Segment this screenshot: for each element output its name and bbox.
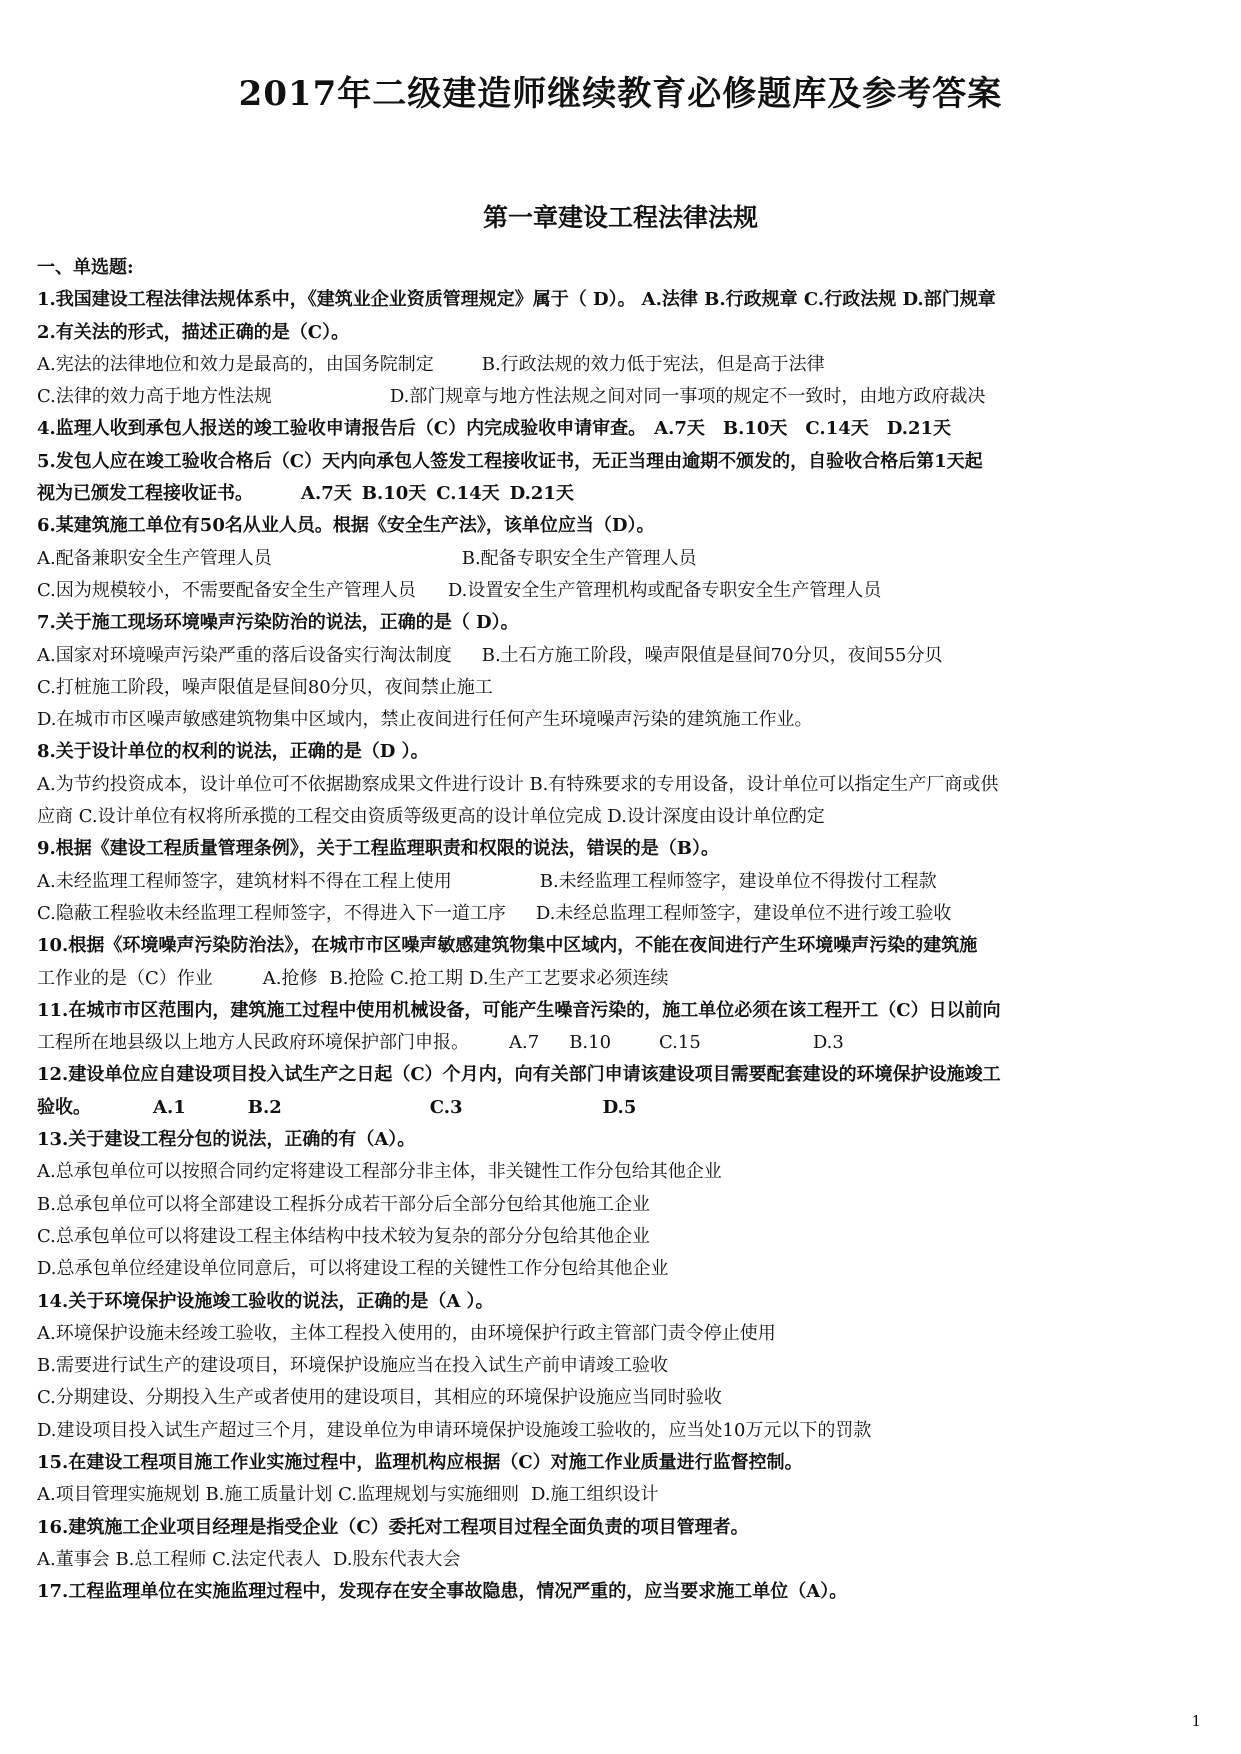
question-line: [37, 898, 1207, 930]
question-lines: [37, 284, 1207, 1608]
question-line: [37, 1286, 1207, 1318]
line-segment: A.7天: [654, 418, 705, 440]
question-line: [37, 1189, 1207, 1221]
line-segment: A.宪法的法律地位和效力是最高的，由国务院制定: [37, 353, 434, 375]
question-line: [37, 413, 1207, 445]
line-segment: B.10: [569, 1032, 612, 1054]
question-line: [37, 607, 1207, 639]
question-line: [37, 672, 1207, 704]
line-segment: 工程所在地县级以上地方人民政府环境保护部门申报。: [37, 1032, 469, 1054]
line-segment: A.法律 B.行政规章 C.行政法规 D.部门规章: [641, 289, 996, 311]
line-segment: 2.有关法的形式，描述正确的是（C）。: [37, 321, 350, 343]
line-segment: C.总承包单位可以将建设工程主体结构中技术较为复杂的部分分包给其他企业: [37, 1225, 650, 1247]
chapter-title: 第一章建设工程法律法规: [482, 203, 758, 232]
line-segment: A.1: [153, 1096, 186, 1118]
line-segment: A.7: [509, 1032, 540, 1054]
line-segment: B.10天: [361, 483, 427, 505]
line-segment: 14.关于环境保护设施竣工验收的说法，正确的是（A ）。: [37, 1290, 494, 1312]
line-segment: A.配备兼职安全生产管理人员: [37, 547, 272, 569]
question-line: [37, 833, 1207, 865]
line-segment: 17.工程监理单位在实施监理过程中，发现存在安全事故隐患，情况严重的，应当要求施工单位（A）。: [37, 1581, 848, 1603]
question-line: [37, 930, 1207, 962]
question-line: [37, 1221, 1207, 1253]
question-line: [37, 1382, 1207, 1414]
question-line: [37, 640, 1207, 672]
line-segment: D.在城市市区噪声敏感建筑物集中区域内，禁止夜间进行任何产生环境噪声污染的建筑施工作业。: [37, 709, 813, 731]
page-number: 1: [1191, 1712, 1201, 1730]
question-line: [37, 1318, 1207, 1350]
line-segment: 15.在建设工程项目施工作业实施过程中，监理机构应根据（C）对施工作业质量进行监督控制。: [37, 1451, 803, 1473]
line-segment: D.未经总监理工程师签字，建设单位不进行竣工验收: [535, 902, 952, 924]
line-segment: 8.关于设计单位的权利的说法，正确的是（D ）。: [37, 741, 429, 763]
line-segment: D.施工组织设计: [530, 1484, 659, 1506]
question-line: [37, 1253, 1207, 1285]
line-segment: D.生产工艺要求必须连续: [469, 967, 669, 989]
line-segment: A.总承包单位可以按照合同约定将建设工程部分非主体，非关键性工作分包给其他企业: [37, 1161, 722, 1183]
section-heading: 一、单选题:: [37, 257, 134, 278]
question-line: [37, 1124, 1207, 1156]
question-line: [37, 381, 1207, 413]
line-segment: 应商 C.设计单位有权将所承揽的工程交由资质等级更高的设计单位完成 D.设计深度由设计单位酌定: [37, 806, 825, 828]
question-line: [37, 736, 1207, 768]
question-list: [37, 252, 1207, 1608]
question-line: [37, 1447, 1207, 1479]
line-segment: B.土石方施工阶段，噪声限值是昼间70分贝，夜间55分贝: [481, 644, 943, 666]
line-segment: 6.某建筑施工单位有50名从业人员。根据《安全生产法》，该单位应当（D）。: [37, 515, 655, 537]
line-segment: C.14天: [805, 418, 869, 440]
line-segment: 工作业的是（C）作业: [37, 967, 213, 989]
line-segment: B.总承包单位可以将全部建设工程拆分成若干部分后全部分包给其他施工企业: [37, 1193, 650, 1215]
line-segment: B.未经监理工程师签字，建设单位不得拨付工程款: [539, 870, 937, 892]
line-segment: C.隐蔽工程验收未经监理工程师签字，不得进入下一道工序: [37, 902, 506, 924]
line-segment: D.总承包单位经建设单位同意后，可以将建设工程的关键性工作分包给其他企业: [37, 1258, 669, 1280]
line-segment: C.15: [659, 1032, 701, 1054]
line-segment: 10.根据《环境噪声污染防治法》，在城市市区噪声敏感建筑物集中区域内，不能在夜间进行产生环境噪声污染的建筑施: [37, 935, 978, 957]
line-segment: B.配备专职安全生产管理人员: [461, 547, 697, 569]
line-segment: C.14天: [436, 483, 500, 505]
question-line: [37, 478, 1207, 510]
line-segment: 9.根据《建设工程质量管理条例》，关于工程监理职责和权限的说法，错误的是（B）。: [37, 838, 720, 860]
line-segment: B.行政法规的效力低于宪法，但是高于法律: [481, 353, 825, 375]
line-segment: D.21天: [886, 418, 952, 440]
line-segment: D.建设项目投入试生产超过三个月，建设单位为申请环境保护设施竣工验收的，应当处10万元以下的罚款: [37, 1419, 872, 1441]
line-segment: B.需要进行试生产的建设项目，环境保护设施应当在投入试生产前申请竣工验收: [37, 1355, 668, 1377]
line-segment: A.抢修: [262, 967, 318, 989]
line-segment: D.部门规章与地方性法规之间对同一事项的规定不一致时，由地方政府裁决: [389, 386, 986, 408]
line-segment: 5.发包人应在竣工验收合格后（C）天内向承包人签发工程接收证书，无正当理由逾期不颁发的，自验收合格后第1天起: [37, 450, 983, 472]
question-line: [37, 1156, 1207, 1188]
question-line: [37, 317, 1207, 349]
line-segment: A.为节约投资成本，设计单位可不依据勘察成果文件进行设计 B.有特殊要求的专用设备，设计单位可以指定生产厂商或供: [37, 773, 999, 795]
line-segment: A.项目管理实施规划 B.施工质量计划 C.监理规划与实施细则: [37, 1484, 519, 1506]
line-segment: 验收。: [37, 1096, 91, 1118]
question-line: [37, 1415, 1207, 1447]
question-line: [37, 1512, 1207, 1544]
question-line: [37, 963, 1207, 995]
document-title: 2017年二级建造师继续教育必修题库及参考答案: [238, 74, 1003, 114]
line-segment: 13.关于建设工程分包的说法，正确的有（A）。: [37, 1129, 416, 1151]
question-line: [37, 866, 1207, 898]
line-segment: D.股东代表大会: [332, 1548, 461, 1570]
line-segment: A.国家对环境噪声污染严重的落后设备实行淘汰制度: [37, 644, 452, 666]
line-segment: C.分期建设、分期投入生产或者使用的建设项目，其相应的环境保护设施应当同时验收: [37, 1387, 722, 1409]
question-line: [37, 349, 1207, 381]
line-segment: C.打桩施工阶段，噪声限值是昼间80分贝，夜间禁止施工: [37, 676, 493, 698]
question-line: [37, 995, 1207, 1027]
line-segment: D.设置安全生产管理机构或配备专职安全生产管理人员: [447, 579, 882, 601]
question-line: [37, 1479, 1207, 1511]
question-line: [37, 769, 1207, 801]
line-segment: A.环境保护设施未经竣工验收，主体工程投入使用的，由环境保护行政主管部门责令停止使用: [37, 1322, 776, 1344]
line-segment: B.抢险 C.抢工期: [329, 967, 464, 989]
line-segment: B.2: [247, 1096, 282, 1118]
question-line: [37, 575, 1207, 607]
line-segment: D.3: [812, 1032, 844, 1054]
line-segment: 12.建设单位应自建设项目投入试生产之日起（C）个月内，向有关部门申请该建设项目需要配套建设的环境保护设施竣工: [37, 1064, 1001, 1086]
line-segment: 4.监理人收到承包人报送的竣工验收申请报告后（C）内完成验收申请审查。: [37, 418, 647, 440]
question-line: [37, 1092, 1207, 1124]
line-segment: C.因为规模较小，不需要配备安全生产管理人员: [37, 579, 416, 601]
question-line: [37, 1544, 1207, 1576]
line-segment: A.未经监理工程师签字，建筑材料不得在工程上使用: [37, 870, 452, 892]
line-segment: 11.在城市市区范围内，建筑施工过程中使用机械设备，可能产生噪音污染的，施工单位必须在该工程开工（C）日以前向: [37, 999, 1001, 1021]
question-line: [37, 1576, 1207, 1608]
line-segment: D.5: [602, 1096, 637, 1118]
question-line: [37, 1350, 1207, 1382]
question-line: [37, 801, 1207, 833]
question-line: [37, 510, 1207, 542]
line-segment: 7.关于施工现场环境噪声污染防治的说法，正确的是（ D）。: [37, 612, 519, 634]
line-segment: 视为已颁发工程接收证书。: [37, 483, 253, 505]
line-segment: D.21天: [509, 483, 574, 505]
question-line: [37, 1059, 1207, 1091]
line-segment: A.董事会 B.总工程师 C.法定代表人: [37, 1548, 321, 1570]
line-segment: C.法律的效力高于地方性法规: [37, 386, 272, 408]
line-segment: A.7天: [301, 483, 352, 505]
question-line: [37, 1027, 1207, 1059]
line-segment: 16.建筑施工企业项目经理是指受企业（C）委托对工程项目过程全面负责的项目管理者。: [37, 1516, 749, 1538]
question-line: [37, 284, 1207, 316]
question-line: [37, 704, 1207, 736]
line-segment: C.3: [429, 1096, 463, 1118]
line-segment: 1.我国建设工程法律法规体系中，《建筑业企业资质管理规定》属于（ D）。: [37, 289, 636, 311]
line-segment: B.10天: [722, 418, 788, 440]
question-line: [37, 446, 1207, 478]
question-line: [37, 543, 1207, 575]
